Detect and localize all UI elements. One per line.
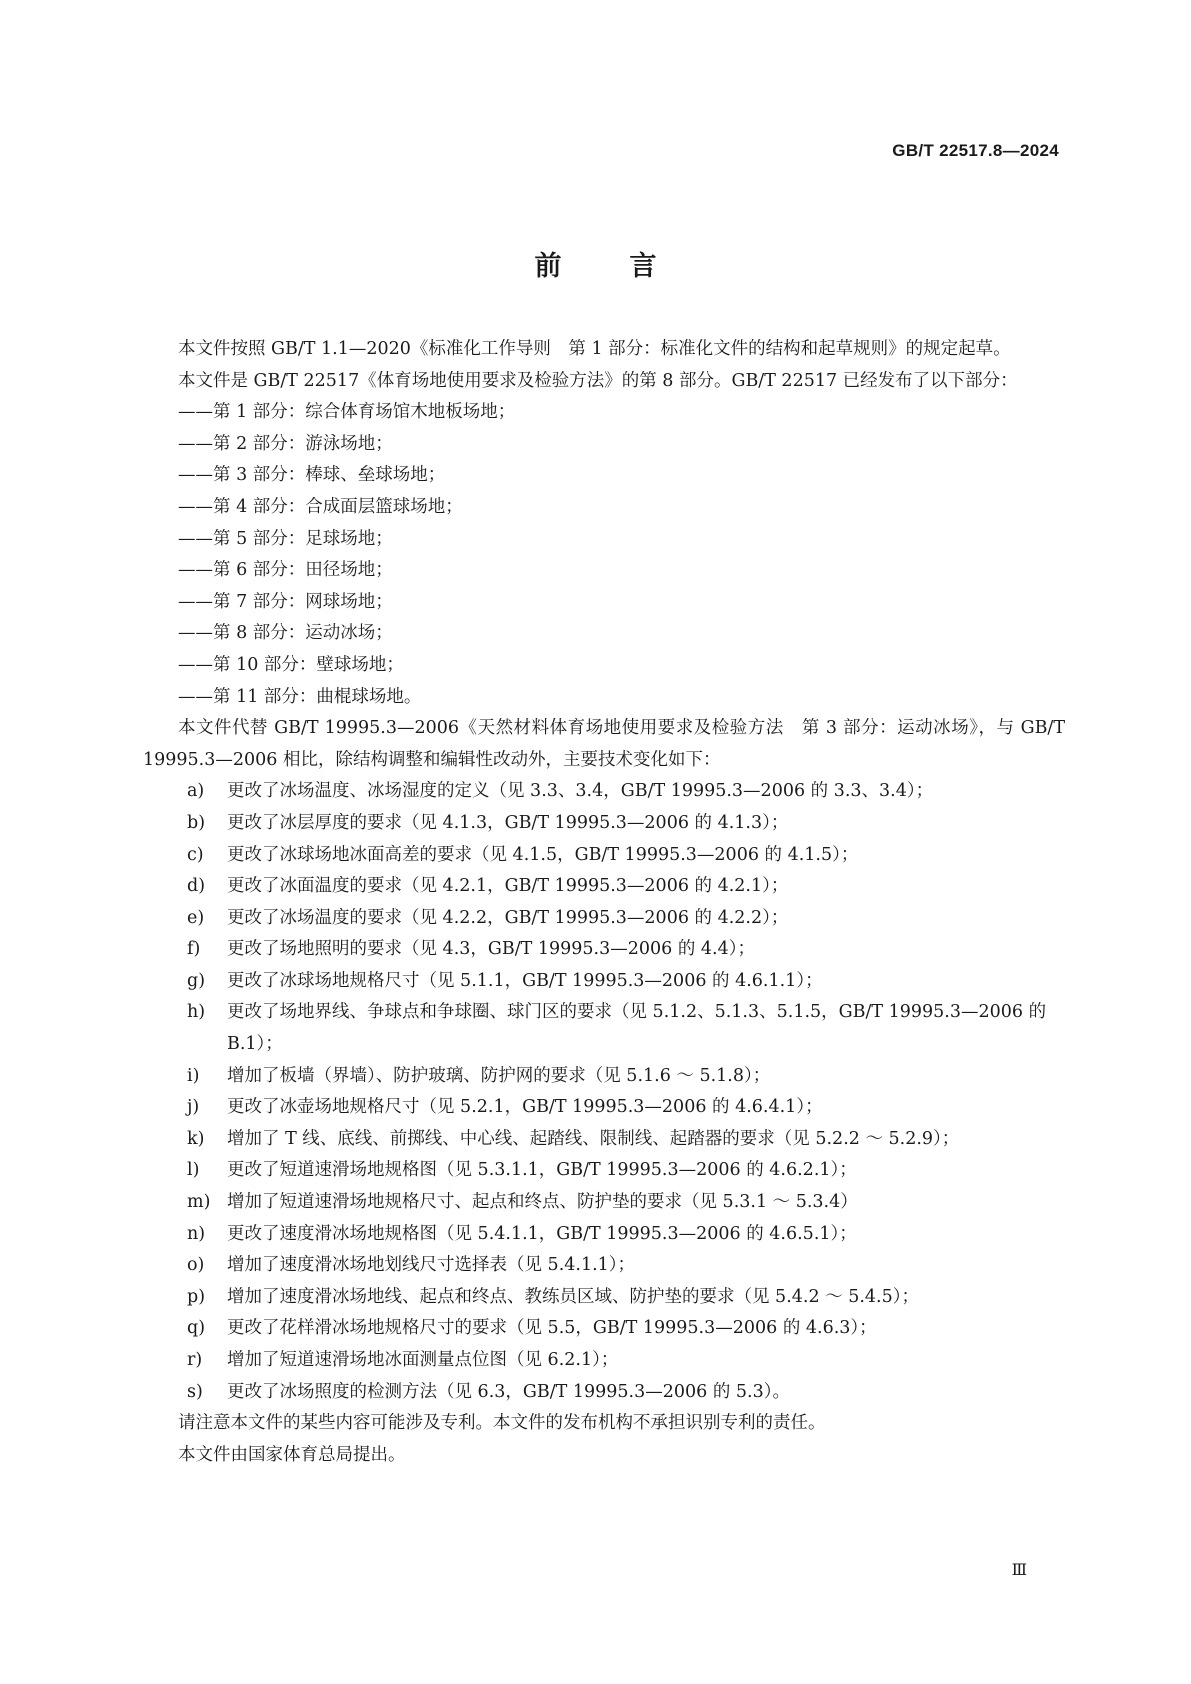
paragraph-series-parts: 本文件是 GB/T 22517《体育场地使用要求及检验方法》的第 8 部分。GB/T 22517 已经发布了以下部分： bbox=[178, 370, 1018, 391]
item-letter: k) bbox=[187, 1128, 205, 1149]
item-letter: b) bbox=[187, 812, 206, 833]
item-letter: o) bbox=[187, 1255, 205, 1276]
item-text: 增加了短道速滑场地冰面测量点位图（见 6.2.1）； bbox=[227, 1350, 619, 1370]
list-item: ——第 1 部分：综合体育场馆木地板场地； bbox=[178, 402, 516, 423]
change-item bbox=[143, 966, 1065, 998]
change-item bbox=[143, 808, 1065, 840]
change-item bbox=[143, 1155, 1065, 1187]
change-item bbox=[143, 997, 1065, 1060]
change-item bbox=[143, 1282, 1065, 1314]
item-text: 更改了花样滑冰场地规格尺寸的要求（见 5.5，GB/T 19995.3—2006 的 4.6.3）； bbox=[227, 1318, 877, 1339]
list-item: ——第 10 部分：壁球场地； bbox=[178, 654, 404, 675]
change-item bbox=[143, 1219, 1065, 1251]
change-item bbox=[143, 1250, 1065, 1282]
item-letter: n) bbox=[187, 1223, 206, 1244]
list-item: ——第 3 部分：棒球、垒球场地； bbox=[178, 465, 446, 486]
list-item: ——第 11 部分：曲棍球场地。 bbox=[178, 686, 422, 707]
paragraph-drafting-rules: 本文件按照 GB/T 1.1—2020《标准化工作导则 第 1 部分：标准化文件的结构和起草规则》的规定起草。 bbox=[178, 339, 1011, 359]
document-body bbox=[143, 334, 1065, 1471]
change-item bbox=[143, 934, 1065, 966]
change-item bbox=[143, 1313, 1065, 1345]
change-item bbox=[143, 871, 1065, 903]
list-item: ——第 5 部分：足球场地； bbox=[178, 528, 393, 549]
list-item: ——第 8 部分：运动冰场； bbox=[178, 623, 393, 644]
standard-number: GB/T 22517.8—2024 bbox=[892, 141, 1059, 160]
item-letter: a) bbox=[187, 781, 205, 802]
list-item: ——第 6 部分：田径场地； bbox=[178, 560, 393, 581]
item-text: 更改了场地界线、争球点和争球圈、球门区的要求（见 5.1.2、5.1.3、5.1.5，GB/T 19995.3—2006 的 B.1）； bbox=[227, 1002, 1047, 1055]
item-letter: p) bbox=[187, 1286, 206, 1307]
item-text: 更改了场地照明的要求（见 4.3，GB/T 19995.3—2006 的 4.4）； bbox=[227, 939, 755, 960]
parts-list bbox=[143, 397, 1065, 713]
item-letter: d) bbox=[187, 876, 206, 897]
change-item bbox=[143, 1061, 1065, 1093]
item-letter: i) bbox=[187, 1065, 200, 1086]
item-text: 更改了冰层厚度的要求（见 4.1.3，GB/T 19995.3—2006 的 4.1.3）； bbox=[227, 812, 789, 833]
changes-list bbox=[143, 776, 1065, 1408]
item-letter: f) bbox=[187, 939, 201, 960]
change-item bbox=[143, 1377, 1065, 1409]
item-letter: g) bbox=[187, 970, 206, 991]
page-title: 前言 bbox=[534, 251, 725, 282]
item-text: 增加了速度滑冰场地线、起点和终点、教练员区域、防护垫的要求（见 5.4.2 ～ 5.4.5）； bbox=[227, 1286, 919, 1307]
change-item bbox=[143, 840, 1065, 872]
item-letter: q) bbox=[187, 1318, 206, 1339]
change-item bbox=[143, 776, 1065, 808]
change-item bbox=[143, 1187, 1065, 1219]
item-text: 更改了冰面温度的要求（见 4.2.1，GB/T 19995.3—2006 的 4.2.1）； bbox=[227, 876, 789, 897]
change-item bbox=[143, 1124, 1065, 1156]
item-text: 更改了冰场温度的要求（见 4.2.2，GB/T 19995.3—2006 的 4.2.2）； bbox=[227, 907, 789, 928]
item-letter: j) bbox=[187, 1097, 200, 1118]
item-letter: s) bbox=[187, 1381, 203, 1402]
item-letter: h) bbox=[187, 1002, 206, 1023]
item-text: 更改了短道速滑场地规格图（见 5.3.1.1，GB/T 19995.3—2006 的 4.6.2.1）； bbox=[227, 1160, 857, 1181]
item-text: 更改了冰球场地规格尺寸（见 5.1.1，GB/T 19995.3—2006 的 4.6.1.1）； bbox=[227, 970, 823, 991]
item-letter: l) bbox=[187, 1160, 200, 1181]
item-letter: r) bbox=[187, 1350, 203, 1370]
change-item bbox=[143, 903, 1065, 935]
list-item: ——第 2 部分：游泳场地； bbox=[178, 433, 393, 454]
paragraph-patent-notice: 请注意本文件的某些内容可能涉及专利。本文件的发布机构不承担识别专利的责任。 bbox=[178, 1413, 826, 1434]
item-text: 更改了冰场照度的检测方法（见 6.3，GB/T 19995.3—2006 的 5.3）。 bbox=[227, 1381, 790, 1402]
item-letter: e) bbox=[187, 907, 205, 928]
item-letter: m) bbox=[187, 1192, 211, 1213]
paragraph-proposer: 本文件由国家体育总局提出。 bbox=[178, 1444, 406, 1465]
paragraph-replacement: 本文件代替 GB/T 19995.3—2006《天然材料体育场地使用要求及检验方法 第 3 部分：运动冰场》，与 GB/T 19995.3—2006 相比，除结构调整和编辑性改动外，主要技术变化如下： bbox=[143, 718, 1065, 770]
item-text: 增加了速度滑冰场地划线尺寸选择表（见 5.4.1.1）； bbox=[227, 1255, 636, 1276]
item-text: 更改了冰场温度、冰场湿度的定义（见 3.3、3.4，GB/T 19995.3—2006 的 3.3、3.4）； bbox=[227, 781, 934, 802]
item-text: 更改了冰球场地冰面高差的要求（见 4.1.5，GB/T 19995.3—2006 的 4.1.5）； bbox=[227, 844, 859, 865]
change-item bbox=[143, 1345, 1065, 1377]
list-item: ——第 4 部分：合成面层篮球场地； bbox=[178, 496, 463, 517]
item-letter: c) bbox=[187, 844, 204, 865]
item-text: 更改了冰壶场地规格尺寸（见 5.2.1，GB/T 19995.3—2006 的 4.6.4.1）； bbox=[227, 1097, 823, 1118]
item-text: 增加了 T 线、底线、前掷线、中心线、起踏线、限制线、起踏器的要求（见 5.2.2 ～ 5.2.9）； bbox=[227, 1128, 960, 1149]
list-item: ——第 7 部分：网球场地； bbox=[178, 591, 393, 612]
page-number: Ⅲ bbox=[1011, 1560, 1026, 1579]
item-text: 增加了板墙（界墙）、防护玻璃、防护网的要求（见 5.1.6 ～ 5.1.8）； bbox=[227, 1065, 771, 1086]
item-text: 增加了短道速滑场地规格尺寸、起点和终点、防护垫的要求（见 5.3.1 ～ 5.3.4） bbox=[227, 1192, 858, 1213]
item-text: 更改了速度滑冰场地规格图（见 5.4.1.1，GB/T 19995.3—2006 的 4.6.5.1）； bbox=[227, 1223, 857, 1244]
change-item bbox=[143, 1092, 1065, 1124]
